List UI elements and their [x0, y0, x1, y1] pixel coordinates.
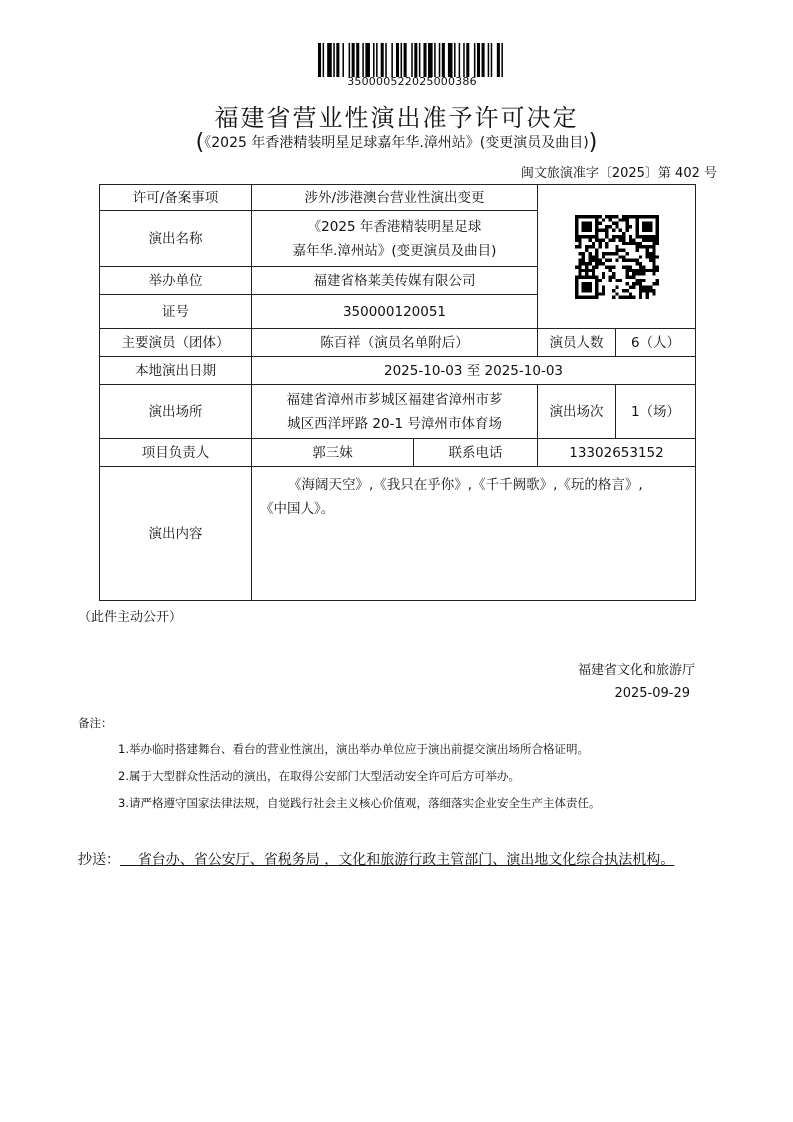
- notes-title: 备注：: [78, 716, 113, 730]
- phone-label: 联系电话: [414, 439, 538, 467]
- cc-line: [78, 848, 728, 873]
- venue-line-2: 城区西洋坪路 20-1 号漳州市体育场: [287, 415, 502, 432]
- performer-value: 陈百祥（演员名单附后）: [252, 329, 538, 357]
- date-value: 2025-10-03 至 2025-10-03: [252, 357, 696, 385]
- manager-value: 郭三妹: [252, 439, 414, 467]
- cert-value: 350000120051: [252, 295, 538, 329]
- show-name-line-1: 《2025 年香港精装明星足球: [307, 218, 482, 235]
- show-name-line-2: 嘉年华.漳州站》(变更演员及曲目): [292, 242, 497, 259]
- document-number: 闽文旅演准字〔2025〕第 402 号: [520, 166, 717, 181]
- sessions-value: 1（场）: [616, 385, 696, 439]
- venue-value: [252, 385, 538, 439]
- issue-date: 2025-09-29: [614, 686, 690, 701]
- permit-type-value: 涉外/涉港澳台营业性演出变更: [252, 185, 538, 211]
- cc-label: 抄送：: [78, 852, 120, 868]
- organizer-value: 福建省格莱美传媒有限公司: [252, 267, 538, 295]
- show-name-label: 演出名称: [100, 211, 252, 267]
- public-note: （此件主动公开）: [78, 610, 183, 625]
- organizer-label: 举办单位: [100, 267, 252, 295]
- venue-label: 演出场所: [100, 385, 252, 439]
- manager-label: 项目负责人: [100, 439, 252, 467]
- cc-text: 省台办、省公安厅、省税务局 ，文化和旅游行政主管部门、演出地文化综合执法机构。: [137, 852, 675, 868]
- content-line-2: 《中国人》。: [260, 501, 335, 517]
- barcode-number: 350000522025000386: [347, 75, 477, 88]
- date-label: 本地演出日期: [100, 357, 252, 385]
- show-name-value: [252, 211, 538, 267]
- cert-label: 证号: [100, 295, 252, 329]
- sessions-label: 演出场次: [538, 385, 616, 439]
- performer-label: 主要演员（团体）: [100, 329, 252, 357]
- note-item: 3.请严格遵守国家法律法规，自觉践行社会主义核心价值观，落细落实企业安全生产主体责任。: [118, 796, 601, 810]
- subtitle-text: 《2025 年香港精装明星足球嘉年华.漳州站》(变更演员及曲目): [204, 135, 589, 151]
- issuer: 福建省文化和旅游厅: [577, 663, 695, 678]
- qr-cell: [538, 185, 696, 329]
- cc-recipients: [120, 852, 674, 868]
- content-value: [252, 467, 696, 601]
- performer-count-value: 6（人）: [616, 329, 696, 357]
- venue-line-1: 福建省漳州市芗城区福建省漳州市芗: [286, 391, 503, 408]
- document-title: 福建省营业性演出准予许可决定: [214, 104, 579, 132]
- document-subtitle: (《2025 年香港精装明星足球嘉年华.漳州站》(变更演员及曲目)): [195, 130, 598, 155]
- content-line-1: 《海阔天空》,《我只在乎你》,《千千阙歌》,《玩的格言》,: [288, 477, 643, 493]
- barcode: [318, 43, 506, 77]
- qr-code: [575, 215, 659, 299]
- note-item: 1.举办临时搭建舞台、看台的营业性演出，演出举办单位应于演出前提交演出场所合格证明。: [118, 742, 589, 756]
- phone-value: 13302653152: [538, 439, 696, 467]
- content-label: 演出内容: [100, 467, 252, 601]
- performer-count-label: 演员人数: [538, 329, 616, 357]
- note-item: 2.属于大型群众性活动的演出，在取得公安部门大型活动安全许可后方可举办。: [118, 769, 520, 783]
- permit-type-label: 许可/备案事项: [100, 185, 252, 211]
- permit-table: [99, 184, 696, 601]
